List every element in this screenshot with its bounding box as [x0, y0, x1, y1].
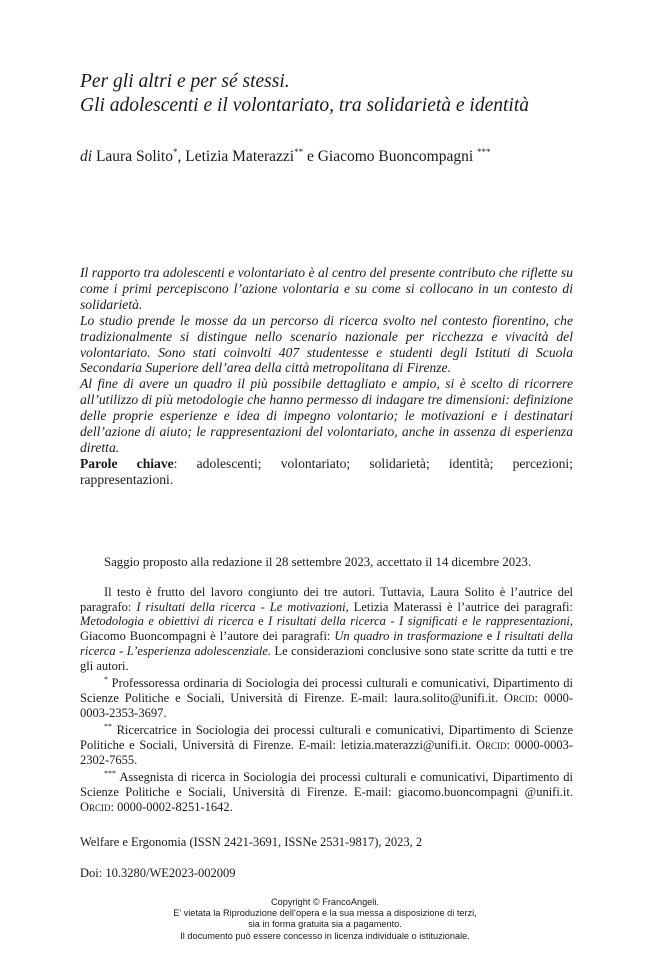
- submission-dates: Saggio proposto alla redazione il 28 settembre 2023, accettato il 14 dicembre 2023.: [104, 555, 532, 569]
- orcid-label: Orcid: [80, 799, 111, 814]
- section-title: I risultati della ricerca - L’esperienza adolescenziale.: [80, 629, 573, 658]
- author-3-mark: ***: [477, 147, 491, 157]
- section-title: I risultati della ricerca - I significati e le rappresentazioni: [268, 614, 570, 629]
- title-line-2: Gli adolescenti e il volontariato, tra solidarietà e identità: [80, 95, 529, 116]
- orcid-id: : 0000-0003-2302-7655.: [80, 738, 573, 767]
- abstract-paragraph-1: Il rapporto tra adolescenti e volontariato è al centro del presente contributo che riflette su come i primi percepiscono l’azione volontaria e su come si collocano in un contesto di solidarietà.: [80, 265, 573, 312]
- abstract: [80, 265, 573, 488]
- author-1: Laura Solito: [92, 148, 173, 165]
- footnote-mark: *: [104, 675, 108, 685]
- section-title: I risultati della ricerca - Le motivazioni: [136, 599, 346, 614]
- note-text: e: [253, 614, 269, 629]
- footnote-text: Ricercatrice in Sociologia dei processi culturali e comunicativi, Dipartimento di Scienze Politiche e Sociali, Università di Firenze. E-mail: letizia.materazzi@unifi.it.: [80, 723, 573, 753]
- copyright-notice: [0, 897, 650, 942]
- joint-work-note: [80, 585, 573, 673]
- article-title: [80, 70, 600, 118]
- author-2-mark: **: [294, 147, 304, 157]
- footnote-author-1: [80, 673, 573, 720]
- note-text: Il testo è frutto del lavoro congiunto dei tre autori. Tuttavia, Laura Solito è l’autrice del paragrafo:: [80, 585, 573, 614]
- footnote-text: Professoressa ordinaria di Sociologia dei processi culturali e comunicativi, Dipartimento di Scienze Politiche e Sociali, Università di Firenze. E-mail: laura.solito@unifi.it.: [80, 676, 573, 705]
- note-text: Le considerazioni conclusive sono state scritte da tutti e tre gli autori.: [80, 643, 573, 673]
- doi: Doi: 10.3280/WE2023-002009: [80, 866, 236, 880]
- footnotes: [80, 585, 573, 815]
- copyright-line-1: Copyright © FrancoAngeli.: [271, 897, 379, 907]
- author-prefix: di: [80, 148, 93, 165]
- footnote-mark: ***: [104, 769, 116, 779]
- title-line-1: Per gli altri e per sé stessi.: [80, 71, 290, 92]
- author-1-mark: *: [173, 147, 178, 157]
- copyright-line-2: E’ vietata la Riproduzione dell’opera e la sua messa a disposizione di terzi,: [173, 908, 477, 919]
- section-title: Metodologia e obiettivi di ricerca: [80, 614, 254, 629]
- orcid-label: Orcid: [503, 690, 535, 705]
- author-2: , Letizia Materazzi: [177, 148, 295, 165]
- section-title: Un quadro in trasformazione: [334, 629, 483, 644]
- footnote-text: Assegnista di ricerca in Sociologia dei processi culturali e comunicativi, Dipartimento di Scienze Politiche e Sociali, Università di Firenze. E-mail: giacomo.buoncompagni @unifi.it.: [80, 770, 573, 800]
- orcid-id: : 0000-0002-8251-1642.: [110, 799, 233, 814]
- orcid-id: : 0000-0003-2353-3697.: [80, 690, 573, 720]
- keywords-label: Parole chiave: [80, 455, 174, 471]
- author-line: [80, 142, 600, 167]
- copyright-line-3: sia in forma gratuita sia a pagamento.: [248, 919, 402, 930]
- footnote-author-2: [80, 720, 573, 767]
- note-text: e: [482, 629, 497, 644]
- orcid-label: Orcid: [475, 738, 507, 753]
- author-3: e Giacomo Buoncompagni: [303, 148, 478, 165]
- abstract-paragraph-3: Al fine di avere un quadro il più possibile dettagliato e ampio, si è scelto di ricorrere all’utilizzo di più metodologie che hanno permesso di indagare tre dimensioni: definizione delle proprie esperienze e idea di impegno volontario; le motivazioni e i destinatari dell’azione di aiuto; le rappresentazioni del volontariato, anche in assenza di esperienza diretta.: [80, 376, 573, 455]
- keywords: [80, 456, 573, 488]
- note-text: , Letizia Materassi è l’autrice dei paragrafi:: [345, 599, 573, 614]
- note-text: , Giacomo Buoncompagni è l’autore dei paragrafi:: [80, 614, 573, 644]
- journal-info: Welfare e Ergonomia (ISSN 2421-3691, ISSNe 2531-9817), 2023, 2: [80, 835, 423, 849]
- copyright-line-4: Il documento può essere concesso in licenza individuale o istituzionale.: [180, 930, 470, 941]
- keywords-list: : adolescenti; volontariato; solidarietà; identità; percezioni; rappresentazioni.: [80, 455, 573, 487]
- abstract-paragraph-2: Lo studio prende le mosse da un percorso di ricerca svolto nel contesto fiorentino, che tradizionalmente si distingue nello scenario nazionale per ricchezza e vivacità del volontariato. Sono stati coinvolti 407 studentesse e studenti degli Istituti di Scuola Secondaria Superiore dell’area della città metropolitana di Firenze.: [80, 312, 573, 376]
- footnote-author-3: [80, 767, 573, 814]
- footnote-mark: **: [104, 722, 112, 732]
